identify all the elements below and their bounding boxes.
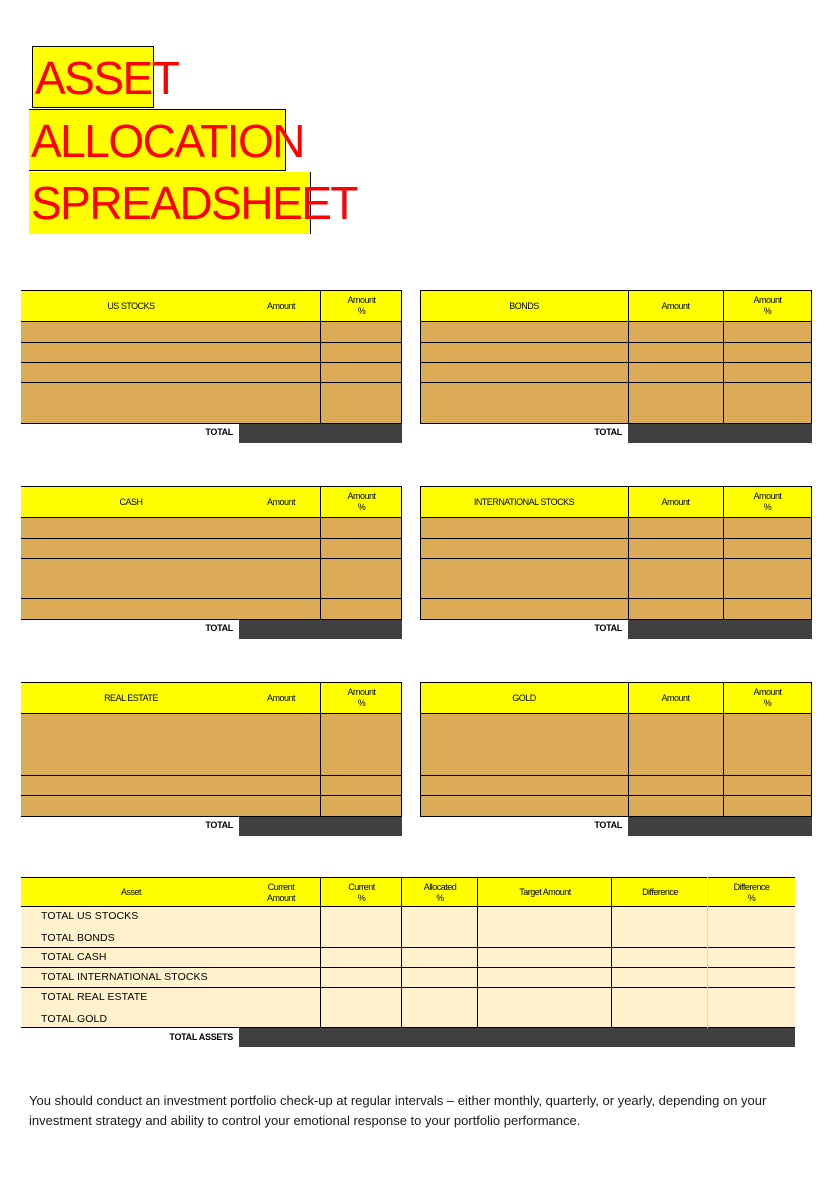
amount-header: Amount [266,300,296,311]
total-value[interactable] [628,620,812,639]
cash-table [21,486,402,640]
us-stocks-table [21,290,402,444]
amount-pct-header: Amount % [347,295,376,316]
total-value[interactable] [628,424,812,443]
total-label: TOTAL [594,820,622,830]
total-value[interactable] [239,424,402,443]
amount-pct-header: Amount % [753,295,782,316]
difference-pct-header: Difference % [733,881,770,903]
title-asset: ASSET [32,46,154,108]
title-spreadsheet: SPREADSHEET [29,172,311,234]
total-label: TOTAL [205,820,233,830]
total-label: TOTAL [594,427,622,437]
current-pct-header: Current % [348,881,375,903]
table-body[interactable] [420,518,812,620]
table-body[interactable] [21,714,402,817]
allocated-pct-header: Allocated % [423,881,457,903]
total-assets-value[interactable] [239,1028,795,1047]
cash-title: CASH [119,496,143,507]
total-assets-label: TOTAL ASSETS [169,1032,233,1042]
total-value[interactable] [628,817,812,836]
total-label: TOTAL [205,623,233,633]
intl-stocks-title: INTERNATIONAL STOCKS [473,496,575,507]
real-estate-table [21,682,402,837]
total-value[interactable] [239,620,402,639]
gold-table [420,682,812,837]
asset-header: Asset [120,887,141,897]
total-label: TOTAL [594,623,622,633]
bonds-title: BONDS [509,300,539,311]
amount-pct-header: Amount % [753,687,782,708]
total-label: TOTAL [205,427,233,437]
table-body[interactable] [21,518,402,620]
target-amount-header: Target Amount [519,887,571,897]
amount-pct-header: Amount % [347,687,376,708]
bonds-table [420,290,812,444]
footer-note: You should conduct an investment portfolio check-up at regular intervals – either monthly, quarterly, or yearly, depending on your investment strategy and ability to control your emotional response to your portfolio performance. [29,1093,767,1128]
total-value[interactable] [239,817,402,836]
table-body[interactable] [420,322,812,424]
table-body[interactable] [21,322,402,424]
summary-row-gold: TOTAL GOLD [41,1013,108,1025]
summary-row-intl-stocks: TOTAL INTERNATIONAL STOCKS [41,971,208,983]
amount-header: Amount [661,692,690,703]
summary-row-us-stocks: TOTAL US STOCKS [41,910,139,922]
summary-table [21,877,795,1049]
intl-stocks-table [420,486,812,640]
title-allocation: ALLOCATION [29,109,286,171]
summary-row-bonds: TOTAL BONDS [41,932,115,944]
amount-header: Amount [266,496,296,507]
current-amount-header: Current Amount [266,881,296,903]
amount-header: Amount [661,496,690,507]
summary-row-cash: TOTAL CASH [41,951,107,963]
amount-header: Amount [661,300,690,311]
gold-title: GOLD [512,692,536,703]
us-stocks-title: US STOCKS [107,300,155,311]
amount-header: Amount [266,692,296,703]
table-body[interactable] [420,714,812,817]
amount-pct-header: Amount % [347,491,376,512]
difference-header: Difference [642,887,678,897]
amount-pct-header: Amount % [753,491,782,512]
summary-row-real-estate: TOTAL REAL ESTATE [41,991,148,1003]
real-estate-title: REAL ESTATE [104,692,158,703]
